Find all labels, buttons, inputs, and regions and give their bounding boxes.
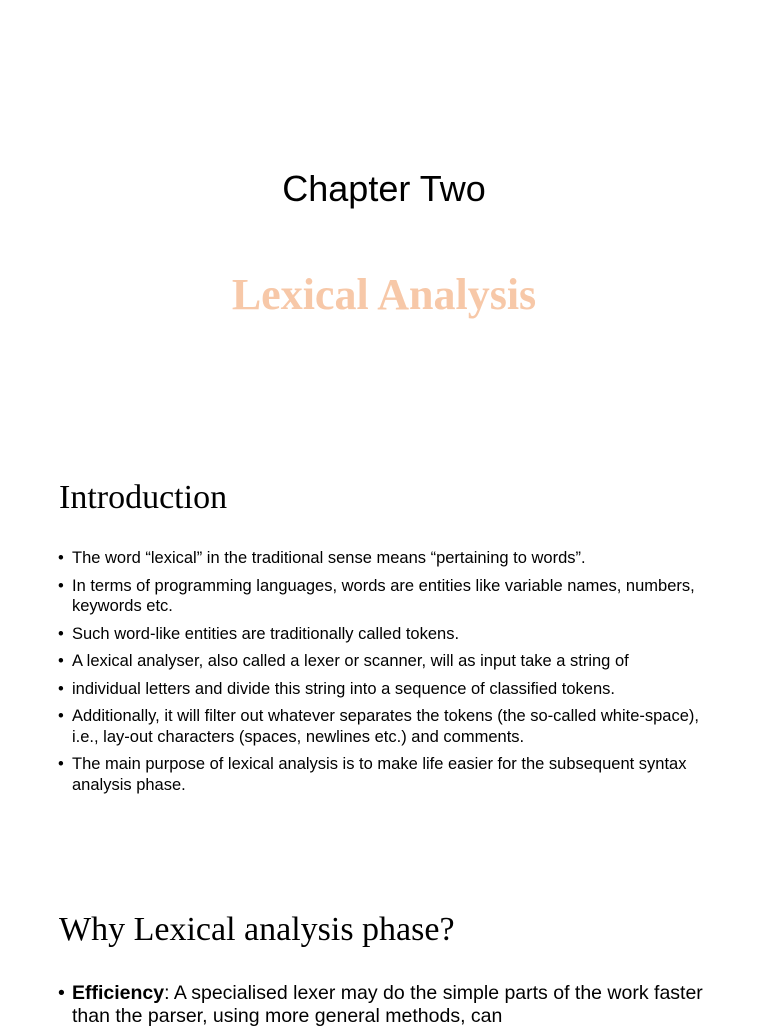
bullet-point-icon: • [58,679,64,698]
bullet-point-icon: • [58,755,64,773]
bullet-point-icon: • [58,652,64,670]
bullet-item [58,679,708,700]
chapter-subtitle: Lexical Analysis [231,270,537,319]
why-lexical-heading: Why Lexical analysis phase? [59,911,455,948]
introduction-bullet-list [58,548,708,802]
bullet-text: The main purpose of lexical analysis is to make life easier for the subsequent syntax analysis phase. [72,755,687,794]
title-slide [0,0,768,432]
bullet-point-icon: • [58,707,64,725]
bullet-point-icon: • [58,549,64,567]
bullet-text: individual letters and divide this string into a sequence of classified tokens. [72,679,615,698]
bullet-item [58,706,708,747]
bullet-text: Such word-like entities are traditionally called tokens. [72,624,460,643]
bullet-item [58,651,708,672]
bullet-item [58,548,708,569]
bullet-item [58,982,708,1028]
bullet-term: Efficiency [72,982,165,1004]
why-lexical-analysis-slide [0,864,768,1027]
bullet-point-icon: • [58,982,65,1004]
introduction-slide [0,432,768,864]
bullet-point-icon: • [58,576,64,595]
bullet-text: Additionally, it will filter out whatever separates the tokens (the so-called white-space), i.e., lay-out characters (spaces, newlines etc.) and comments. [72,707,699,746]
chapter-title: Chapter Two [282,168,486,209]
bullet-item [58,576,708,617]
bullet-text: A lexical analyser, also called a lexer or scanner, will as input take a string of [72,652,629,670]
introduction-heading: Introduction [59,479,228,516]
bullet-point-icon: • [58,624,64,643]
bullet-text: : A specialised lexer may do the simple parts of the work faster than the parser, using more general methods, can [72,982,703,1027]
why-bullet-list [58,982,708,1028]
bullet-text: In terms of programming languages, words are entities like variable names, numbers, keywords etc. [72,576,695,615]
bullet-item [58,754,708,795]
bullet-text: The word “lexical” in the traditional sense means “pertaining to words”. [72,549,586,567]
bullet-item [58,624,708,645]
